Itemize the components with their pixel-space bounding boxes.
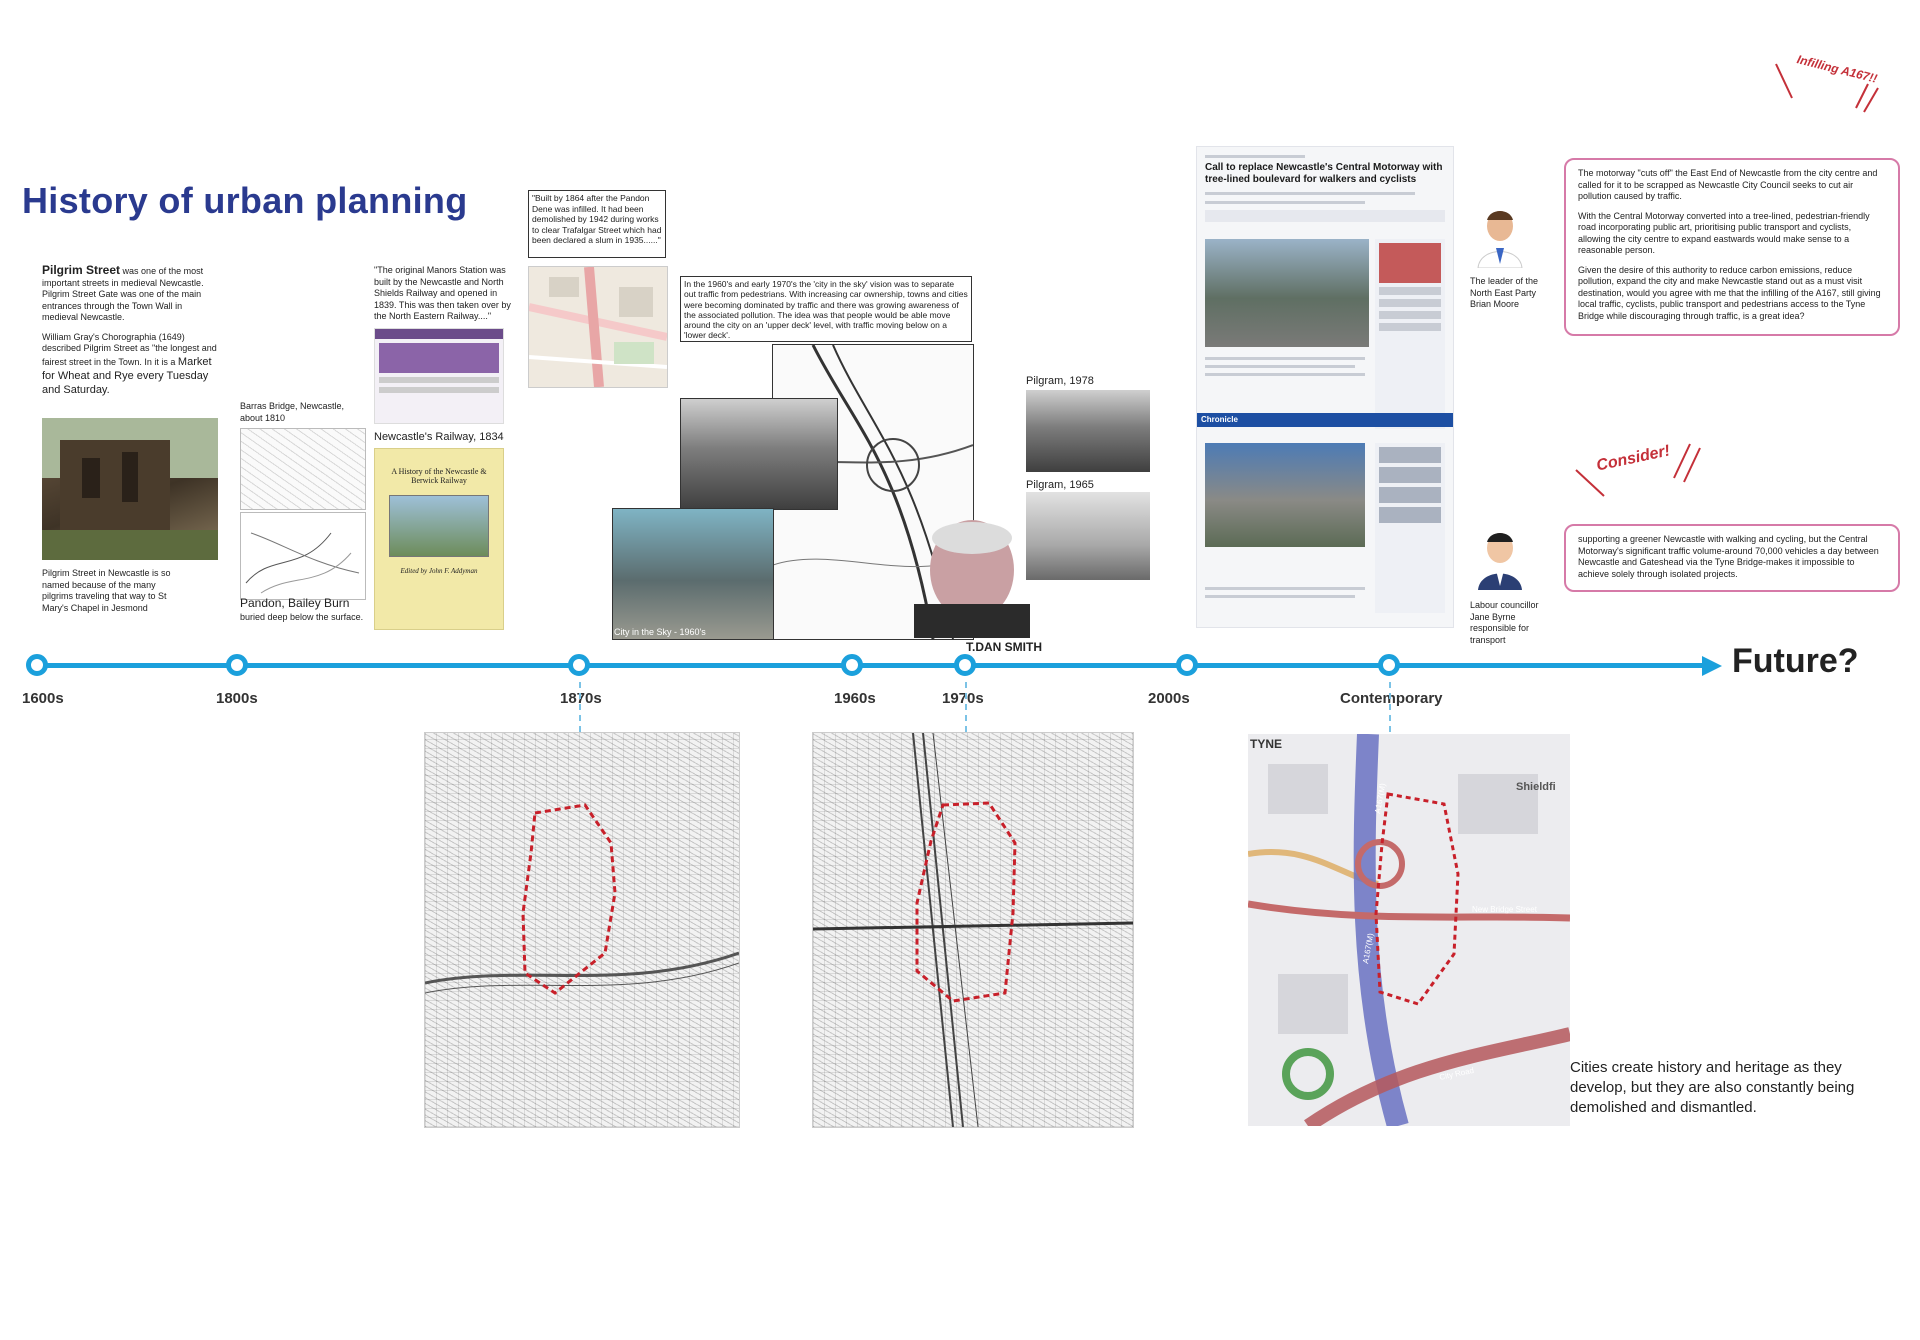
- city-in-the-sky-caption: City in the Sky - 1960's: [614, 627, 706, 637]
- railway-book-cover: [374, 448, 504, 630]
- councillor-speech-bubble: supporting a greener Newcastle with walking and cycling, but the Central Motorway's significant traffic volume-around 70,000 vehicles a day between Newcastle and Gateshead via the Tyne Bridge-makes it impossible to achieve solely through isolated projects.: [1564, 524, 1900, 592]
- city-in-the-sky-photo: [612, 508, 774, 640]
- map-label-shieldfield: Shieldfi: [1516, 781, 1556, 793]
- news-second-photo: [1205, 443, 1365, 547]
- timeline-node-1870s: [568, 654, 590, 676]
- t-dan-smith-label: T.DAN SMITH: [966, 640, 1042, 654]
- tick-1970s: 1970s: [942, 690, 984, 707]
- shout-marks-top: [1770, 56, 1890, 116]
- map-label-city-road: City Road: [1438, 1065, 1475, 1082]
- timeline-arrow-icon: [1700, 654, 1724, 678]
- tick-2000s: 2000s: [1148, 690, 1190, 707]
- map-label-tyne: TYNE: [1250, 737, 1283, 751]
- pilgrim-ruins-photo: [42, 418, 218, 560]
- leader-speech-2: With the Central Motorway converted into a tree-lined, pedestrian-friendly road incorporating public art, prioritising public transport and cyclists, allowing the city centre to expand eastwards would make sense to a reasonable person.: [1578, 210, 1870, 255]
- shout-marks-consider: [1570, 440, 1710, 500]
- map-label-a167m-north: A167(M): [1373, 782, 1388, 815]
- news-article-screenshot: [1196, 146, 1454, 628]
- leader-speech-bubble: [1564, 158, 1900, 336]
- t-dan-smith-portrait: [904, 508, 1040, 638]
- market-text: Market for Wheat and Rye every Tuesday and Saturday.: [42, 355, 212, 396]
- pilgram-1965-photo: [1026, 492, 1150, 580]
- pilgram-1965-caption: Pilgram, 1965: [1026, 479, 1094, 491]
- area-outline-1970s: [917, 803, 1015, 1001]
- book-title: A History of the Newcastle & Berwick Railway: [391, 467, 487, 485]
- news-sidebar: [1375, 239, 1445, 429]
- pandon-dene-quote: "Built by 1864 after the Pandon Dene was infilled. It had been demolished by 1942 during works to clear Trafalgar Street which had been declared a slum in 1935......": [528, 190, 666, 258]
- pilgram-1978-photo: [1026, 390, 1150, 472]
- leader-speech-1: The motorway "cuts off" the East End of Newcastle from the city centre and called for it to be scrapped as Newcastle City Council seeks to cut air pollution caused by traffic.: [1578, 168, 1878, 201]
- tick-1800s: 1800s: [216, 690, 258, 707]
- tick-1870s: 1870s: [560, 690, 602, 707]
- map-1870s: [424, 732, 740, 1128]
- future-label: Future?: [1732, 642, 1859, 680]
- councillor-avatar: [1474, 530, 1526, 590]
- map-label-new-bridge-street: New Bridge Street: [1472, 905, 1537, 914]
- railway-caption: Newcastle's Railway, 1834: [374, 431, 504, 443]
- pilgrim-street-body: was one of the most important streets in medieval Newcastle. Pilgrim Street Gate was one of the main entrances through the Town Wall in medieval Newcastle.: [42, 266, 204, 322]
- news-motorway-photo: [1205, 239, 1369, 347]
- pilgrim-street-lead: Pilgrim Street: [42, 263, 121, 277]
- manors-station-screenshot: [374, 328, 504, 424]
- consider-shout: Consider!: [1594, 442, 1672, 475]
- timeline-node-1970s: [954, 654, 976, 676]
- timeline-bar: [36, 663, 1708, 668]
- pandon-location-map: [528, 266, 668, 388]
- news-related-list: [1375, 443, 1445, 613]
- leader-caption: The leader of the North East Party Brian Moore: [1470, 276, 1539, 309]
- area-outline-1870s: [523, 805, 615, 993]
- timeline-node-1600s: [26, 654, 48, 676]
- pilgram-1978-caption: Pilgram, 1978: [1026, 375, 1094, 387]
- pandon-title: Pandon, Bailey Burn: [240, 596, 350, 610]
- infilling-shout: Infilling A167!!: [1795, 52, 1879, 86]
- news-brand-bar: Chronicle: [1197, 413, 1453, 427]
- councillor-caption: Labour councillor Jane Byrne responsible for transport: [1470, 600, 1539, 645]
- timeline-node-1800s: [226, 654, 248, 676]
- book-illustration: [389, 495, 489, 557]
- conclusion-text: Cities create history and heritage as they develop, but they are also constantly being demolished and dismantled.: [1570, 1059, 1855, 1116]
- map-contemporary: [1248, 734, 1570, 1126]
- barras-bridge-sketch: [240, 428, 366, 510]
- ruins-illustration: [42, 418, 218, 560]
- leader-speech-3: Given the desire of this authority to reduce carbon emissions, reduce pollution, expand the city and make Newcastle stand out as a must visit destination, would you agree with me that the infilling of the A167, still giving local traffic, cyclists, public transport and pedestrians access to the Tyne Bridge while discouraging through traffic, is a great idea?: [1578, 264, 1881, 321]
- pilgrim-caption: Pilgrim Street in Newcastle is so named because of the many pilgrims traveling that way to St Mary's Chapel in Jesmond: [42, 568, 171, 613]
- leader-avatar: [1474, 208, 1526, 268]
- connector-contemporary: [1389, 682, 1391, 732]
- tick-1960s: 1960s: [834, 690, 876, 707]
- map-1970s: [812, 732, 1134, 1128]
- barras-caption: Barras Bridge, Newcastle, about 1810: [240, 401, 345, 423]
- tick-1600s: 1600s: [22, 690, 64, 707]
- timeline-node-2000s: [1176, 654, 1198, 676]
- map-label-a167m-south: A167(M): [1361, 932, 1376, 965]
- manors-quote: "The original Manors Station was built by the Newcastle and North Shields Railway and opened in 1839. This was then taken over by the North Eastern Railway....": [374, 265, 511, 321]
- book-editor: Edited by John F. Addyman: [400, 567, 478, 575]
- news-headline: Call to replace Newcastle's Central Motorway with tree-lined boulevard for walkers and cyclists: [1205, 162, 1443, 185]
- pandon-sketch-map: [240, 512, 366, 600]
- pilgrim-street-text: [42, 265, 217, 397]
- page-title: History of urban planning: [22, 180, 468, 221]
- city-towers-photo: [680, 398, 838, 510]
- tick-contemporary: Contemporary: [1340, 690, 1443, 707]
- timeline-node-1960s: [841, 654, 863, 676]
- pandon-subtitle: buried deep below the surface.: [240, 612, 364, 622]
- city-in-the-sky-text: In the 1960's and early 1970's the 'city in the sky' vision was to separate out traffic from pedestrians. With increasing car ownership, towns and cities were becoming dominated by traffic and there was growing awareness of the associated pollution. The idea was that people would be able move around the city on an 'upper deck' level, with traffic moving below on a 'lower deck'.: [680, 276, 972, 342]
- connector-1870s: [579, 682, 581, 732]
- timeline-node-contemporary: [1378, 654, 1400, 676]
- chorographia-quote: William Gray's Chorographia (1649) described Pilgrim Street as "the longest and fairest street in the Town. In it is a: [42, 331, 217, 367]
- connector-1970s: [965, 682, 967, 732]
